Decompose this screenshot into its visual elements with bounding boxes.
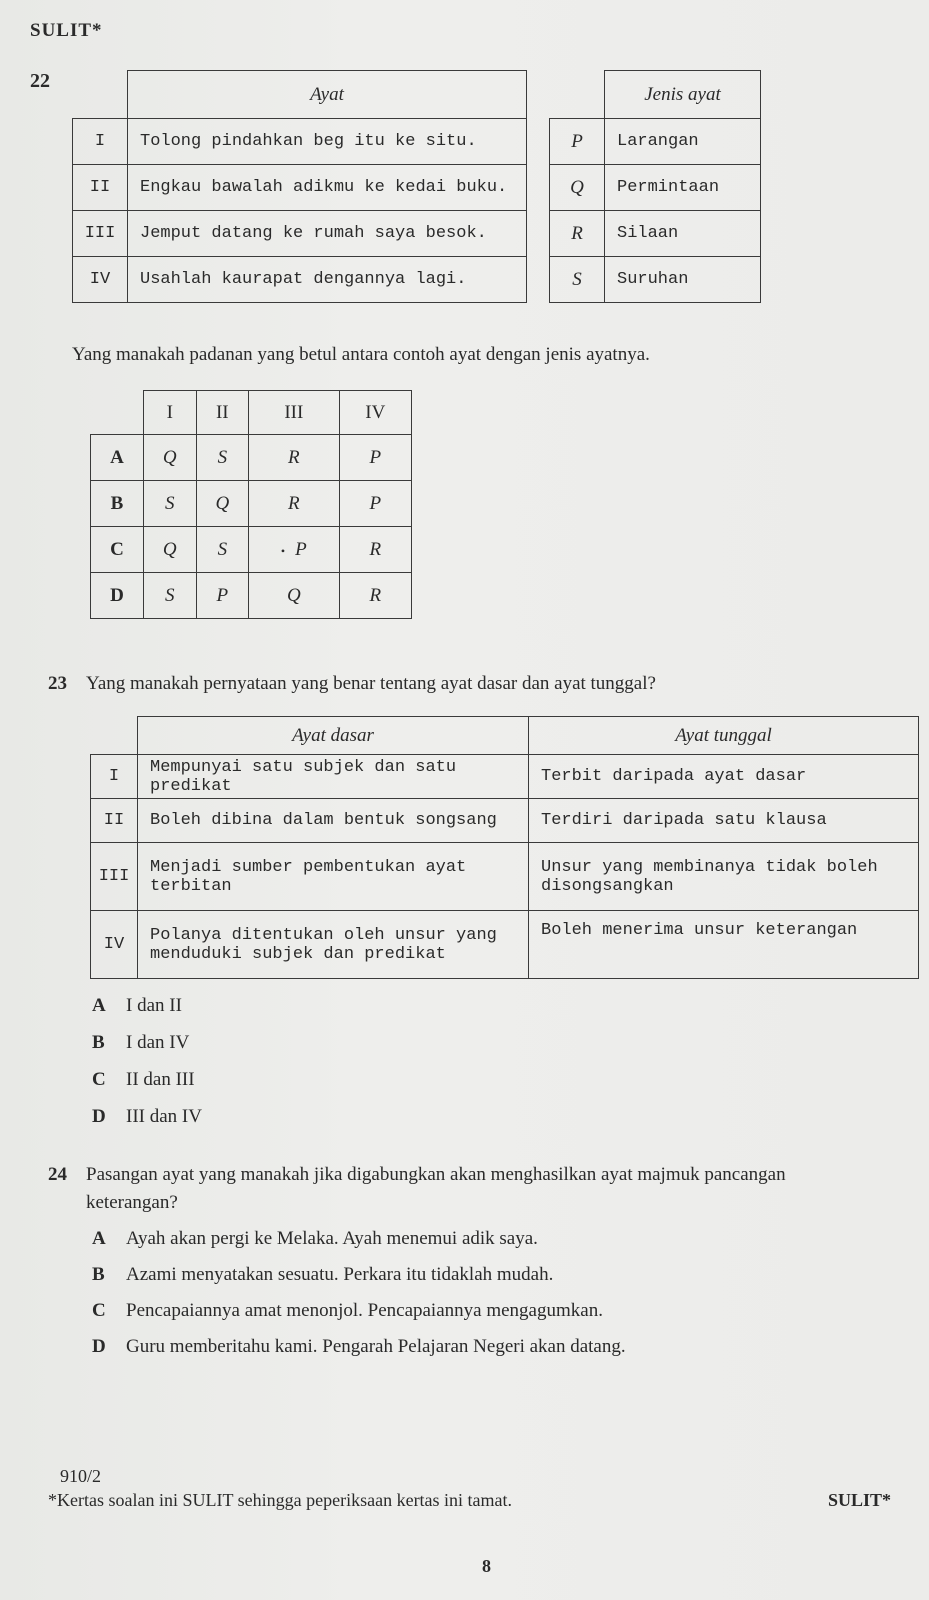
matrix-cell: S (196, 435, 249, 481)
matrix-cell: R (249, 435, 339, 481)
row-num: I (91, 755, 138, 799)
matrix-cell: P (196, 573, 249, 619)
q23-option (92, 1032, 189, 1054)
paper-code: 910/2 (60, 1466, 102, 1486)
ayat-dasar-cell (138, 843, 529, 911)
ayat-tunggal-cell: Terbit daripada ayat dasar (529, 755, 919, 799)
cell-line: Unsur yang membinanya tidak boleh (541, 857, 878, 877)
option-text: III dan IV (126, 1106, 202, 1127)
option-label: C (92, 1300, 106, 1321)
option-text: Ayah akan pergi ke Melaka. Ayah menemui adik saya. (126, 1228, 538, 1249)
jenis-text: Suruhan (605, 257, 761, 303)
question-22-text: Yang manakah padanan yang betul antara contoh ayat dengan jenis ayatnya. (72, 344, 650, 365)
matrix-option-label: A (91, 435, 144, 481)
footer-note: *Kertas soalan ini SULIT sehingga peperiksaan kertas ini tamat. (48, 1490, 513, 1510)
footer-sulit-mark: SULIT* (828, 1490, 892, 1510)
cell-line: disongsangkan (541, 876, 674, 896)
matrix-col-header: I (144, 391, 197, 435)
q24-option (92, 1336, 626, 1358)
option-text: Pencapaiannya amat menonjol. Pencapaiannya mengagumkan. (126, 1300, 603, 1321)
header-sulit-mark: SULIT* (30, 20, 103, 41)
matrix-cell: P (339, 481, 411, 527)
page-number: 8 (482, 1556, 491, 1576)
cell-line: Polanya ditentukan oleh unsur yang (150, 925, 497, 945)
question-24-number: 24 (48, 1164, 67, 1185)
jenis-ayat-header: Jenis ayat (605, 71, 761, 119)
ayat-tunggal-cell (529, 843, 919, 911)
matrix-cell: Q (196, 481, 249, 527)
q23-option (92, 1106, 202, 1128)
matrix-cell: Q (144, 527, 197, 573)
ayat-row-num: IV (73, 257, 128, 303)
option-text: Azami menyatakan sesuatu. Perkara itu tidaklah mudah. (126, 1264, 554, 1285)
q24-option (92, 1300, 603, 1322)
ayat-tunggal-cell: Boleh menerima unsur keterangan (529, 911, 919, 979)
jenis-key: R (550, 211, 605, 257)
ayat-row-text: Tolong pindahkan beg itu ke situ. (128, 119, 527, 165)
q23-option (92, 995, 182, 1017)
cell-line: Menjadi sumber pembentukan ayat (150, 857, 467, 877)
ayat-row-text: Engkau bawalah adikmu ke kedai buku. (128, 165, 527, 211)
matrix-col-header: IV (339, 391, 411, 435)
ayat-dasar-tunggal-table (90, 716, 919, 979)
row-num: II (91, 799, 138, 843)
option-label: A (92, 1228, 106, 1249)
matrix-cell: R (339, 573, 411, 619)
col-ayat-tunggal-header: Ayat tunggal (529, 717, 919, 755)
jenis-key: Q (550, 165, 605, 211)
option-label: B (92, 1264, 105, 1285)
jenis-ayat-table (549, 70, 761, 303)
matrix-cell: S (144, 481, 197, 527)
question-23-number: 23 (48, 673, 67, 694)
option-text: I dan II (126, 995, 182, 1016)
ayat-row-num: II (73, 165, 128, 211)
ayat-dasar-cell: Mempunyai satu subjek dan satu predikat (138, 755, 529, 799)
matrix-cell: R (339, 527, 411, 573)
matrix-cell: R (249, 481, 339, 527)
matrix-option-label: B (91, 481, 144, 527)
cell-line: terbitan (150, 876, 232, 896)
option-label: D (92, 1336, 106, 1357)
row-num: III (91, 843, 138, 911)
q24-option (92, 1264, 553, 1286)
matrix-col-header: III (249, 391, 339, 435)
matrix-cell-value: P (295, 538, 307, 560)
matrix-cell (249, 527, 339, 573)
jenis-key: P (550, 119, 605, 165)
ayat-row-num: I (73, 119, 128, 165)
matrix-cell: Q (249, 573, 339, 619)
option-text: II dan III (126, 1069, 195, 1090)
option-label: A (92, 995, 106, 1016)
matrix-cell: P (339, 435, 411, 481)
ayat-dasar-cell (138, 911, 529, 979)
cell-line: menduduki subjek dan predikat (150, 944, 446, 964)
matrix-cell: S (196, 527, 249, 573)
ayat-table (72, 70, 527, 303)
question-22-number: 22 (30, 70, 50, 92)
question-24-text-line2: keterangan? (86, 1192, 178, 1213)
ayat-row-text: Usahlah kaurapat dengannya lagi. (128, 257, 527, 303)
option-label: C (92, 1069, 106, 1090)
matrix-cell: S (144, 573, 197, 619)
option-text: Guru memberitahu kami. Pengarah Pelajaran Negeri akan datang. (126, 1336, 626, 1357)
matrix-cell: Q (144, 435, 197, 481)
jenis-key: S (550, 257, 605, 303)
option-label: D (92, 1106, 106, 1127)
ayat-dasar-cell: Boleh dibina dalam bentuk songsang (138, 799, 529, 843)
col-ayat-dasar-header: Ayat dasar (138, 717, 529, 755)
jenis-text: Silaan (605, 211, 761, 257)
jenis-text: Larangan (605, 119, 761, 165)
option-label: B (92, 1032, 105, 1053)
ayat-tunggal-cell: Terdiri daripada satu klausa (529, 799, 919, 843)
q24-option (92, 1228, 538, 1250)
option-text: I dan IV (126, 1032, 190, 1053)
ayat-header: Ayat (128, 71, 527, 119)
ayat-row-text: Jemput datang ke rumah saya besok. (128, 211, 527, 257)
answer-matrix (90, 390, 412, 619)
stray-dot-mark: • (280, 543, 286, 558)
row-num: IV (91, 911, 138, 979)
question-23-text: Yang manakah pernyataan yang benar tentang ayat dasar dan ayat tunggal? (86, 673, 656, 694)
matrix-col-header: II (196, 391, 249, 435)
ayat-row-num: III (73, 211, 128, 257)
question-24-text-line1: Pasangan ayat yang manakah jika digabungkan akan menghasilkan ayat majmuk pancangan (86, 1164, 786, 1185)
q23-option (92, 1069, 195, 1091)
matrix-option-label: C (91, 527, 144, 573)
matrix-option-label: D (91, 573, 144, 619)
jenis-text: Permintaan (605, 165, 761, 211)
